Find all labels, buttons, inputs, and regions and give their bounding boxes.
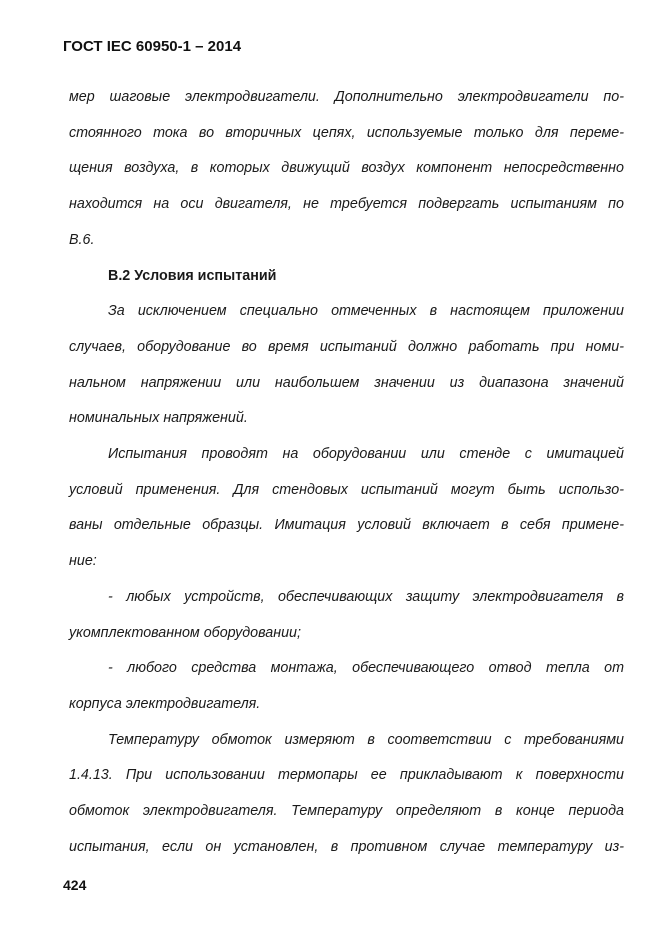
text-line: мер шаговые электродвигатели. Дополнительно электродвигатели по- [69,89,624,105]
text-line: Испытания проводят на оборудовании или стенде с имитацией [108,446,624,463]
paragraph-motors [69,80,624,259]
text-line: находится на оси двигателя, не требуется подвергать испытаниям по [69,196,624,213]
text-line: испытания, если он установлен, в противном случае температуру из- [69,838,624,855]
paragraph-winding-temperature [69,723,624,866]
text-line: - любых устройств, обеспечивающих защиту электродвигателя в [108,588,624,605]
text-line: В.6. [69,231,95,248]
text-line: - любого средства монтажа, обеспечивающего отвод тепла от [108,660,624,677]
list-item-protection [69,580,624,651]
text-line: ние: [69,553,97,570]
text-line: укомплектованном оборудовании; [69,624,301,641]
text-line: условий применения. Для стендовых испытаний могут быть использо- [69,481,624,498]
text-line: стоянного тока во вторичных цепях, используемые только для переме- [69,124,624,141]
text-line: номинальных напряжений. [69,410,248,427]
text-line: корпуса электродвигателя. [69,695,261,712]
text-line: Температуру обмоток измеряют в соответствии с требованиями [108,731,624,748]
document-body [69,80,624,865]
text-line: щения воздуха, в которых движущий воздух компонент непосредственно [69,160,624,177]
document-header: ГОСТ IEC 60950-1 – 2014 [63,38,242,55]
paragraph-test-conditions [69,294,624,437]
list-item-mounting [69,651,624,722]
page-number: 424 [63,877,87,893]
text-line: 1.4.13. При использовании термопары ее прикладывают к поверхности [69,767,624,784]
text-line: ваны отдельные образцы. Имитация условий включает в себя примене- [69,517,624,534]
text-line: случаев, оборудование во время испытаний должно работать при номи- [69,338,624,355]
paragraph-test-setup [69,437,624,580]
text-line: За исключением специально отмеченных в настоящем приложении [108,303,624,320]
text-line: нальном напряжении или наибольшем значении из диапазона значений [69,374,624,391]
text-line: обмоток электродвигателя. Температуру определяют в конце периода [69,803,624,820]
section-heading: В.2 Условия испытаний [108,267,277,284]
